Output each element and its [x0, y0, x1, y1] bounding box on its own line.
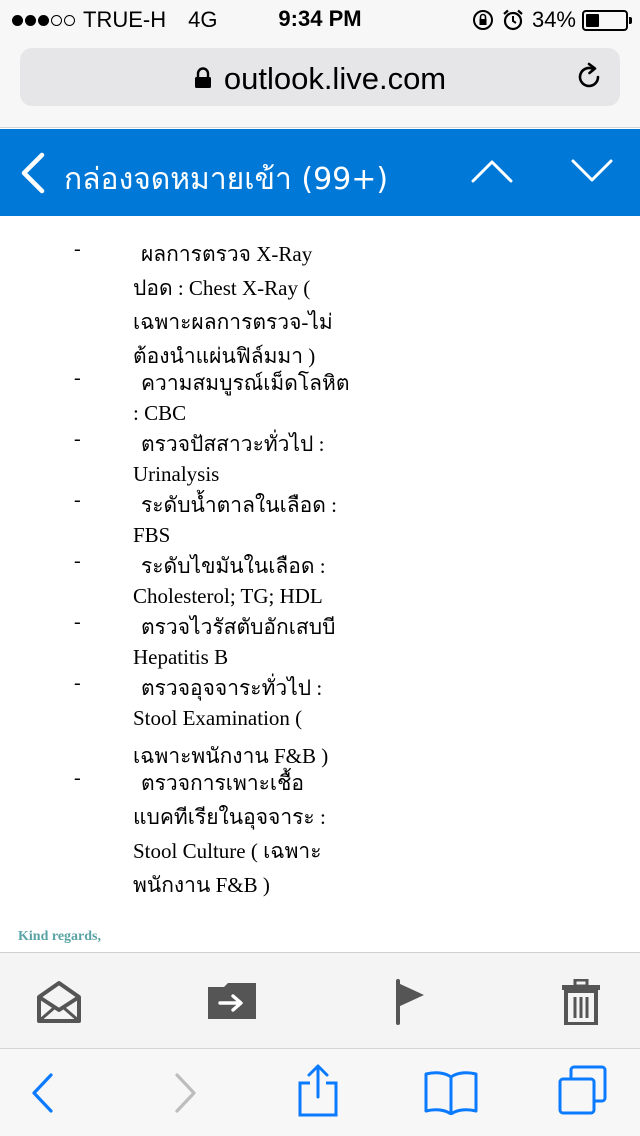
email-list-item	[0, 550, 640, 618]
email-text-line: พนักงาน F&B )	[133, 873, 270, 897]
trash-icon[interactable]	[562, 979, 600, 1025]
list-dash: -	[74, 489, 81, 511]
list-dash: -	[74, 672, 81, 694]
next-message-icon[interactable]	[570, 155, 614, 187]
bookmarks-icon[interactable]	[424, 1069, 478, 1115]
safari-toolbar	[0, 1048, 640, 1136]
tabs-icon[interactable]	[558, 1065, 608, 1117]
email-text-line: Cholesterol; TG; HDL	[133, 584, 323, 608]
list-dash: -	[74, 611, 81, 633]
email-text-line: ผลการตรวจ X-Ray	[141, 242, 313, 266]
list-dash: -	[74, 238, 81, 260]
share-icon[interactable]	[298, 1063, 338, 1117]
forward-icon[interactable]	[172, 1071, 198, 1115]
list-dash: -	[74, 428, 81, 450]
email-text-line: ความสมบูรณ์เม็ดโลหิต	[141, 371, 350, 395]
email-text-line: ต้องนำแผ่นฟิล์มมา )	[133, 344, 316, 368]
email-list-item	[0, 428, 640, 496]
email-body	[0, 216, 640, 952]
list-dash: -	[74, 367, 81, 389]
battery-icon	[582, 10, 628, 31]
mark-read-icon[interactable]	[36, 977, 82, 1025]
url-text: outlook.live.com	[223, 61, 447, 96]
back-to-inbox-icon[interactable]	[18, 151, 48, 195]
email-list-item	[0, 611, 640, 679]
email-list-item	[0, 489, 640, 557]
email-list-item	[0, 672, 640, 774]
alarm-icon	[502, 9, 524, 31]
email-text-line: ตรวจอุจจาระทั่วไป :	[141, 676, 323, 700]
move-to-folder-icon[interactable]	[208, 983, 256, 1019]
email-list-item	[0, 238, 640, 374]
reload-icon[interactable]	[574, 62, 604, 92]
list-dash: -	[74, 550, 81, 572]
carrier-name: TRUE-H	[83, 7, 167, 32]
email-text-line: Hepatitis B	[133, 645, 229, 669]
email-text-line: ตรวจไวรัสตับอักเสบบี	[141, 615, 336, 639]
rotation-lock-icon	[472, 9, 494, 31]
email-text-line: ระดับไขมันในเลือด :	[141, 554, 326, 578]
network-type: 4G	[188, 7, 218, 32]
email-text-line: Urinalysis	[133, 462, 220, 486]
email-list-item	[0, 367, 640, 435]
browser-address-area	[0, 40, 640, 128]
email-text-line: แบคทีเรียในอุจจาระ :	[133, 805, 326, 829]
email-text-line: ปอด : Chest X-Ray (	[133, 276, 311, 300]
email-text-line: เฉพาะผลการตรวจ-ไม่	[133, 310, 333, 334]
email-text-line: : CBC	[133, 401, 187, 425]
email-list-item	[0, 767, 640, 903]
status-bar	[0, 0, 640, 40]
list-dash: -	[74, 767, 81, 789]
back-icon[interactable]	[30, 1071, 56, 1115]
email-text-line: Stool Culture ( เฉพาะ	[133, 839, 322, 863]
lock-icon	[194, 67, 212, 89]
status-time: 9:34 PM	[278, 6, 362, 31]
email-text-line: เฉพาะพนักงาน F&B )	[133, 744, 329, 768]
address-bar[interactable]	[20, 48, 620, 106]
previous-message-icon[interactable]	[470, 155, 514, 187]
email-text-line: ตรวจการเพาะเชื้อ	[141, 771, 304, 795]
mail-header	[0, 129, 640, 216]
closing-text: Kind regards,	[18, 929, 101, 944]
mail-action-toolbar	[0, 952, 640, 1048]
battery-percent: 34%	[531, 7, 576, 32]
email-text-line: Stool Examination (	[133, 706, 303, 730]
email-text-line: FBS	[133, 523, 171, 547]
inbox-title[interactable]: กล่องจดหมายเข้า (99+)	[64, 162, 389, 197]
email-text-line: ตรวจปัสสาวะทั่วไป :	[141, 432, 325, 456]
flag-icon[interactable]	[394, 979, 428, 1025]
email-text-line: ระดับน้ำตาลในเลือด :	[141, 493, 337, 517]
